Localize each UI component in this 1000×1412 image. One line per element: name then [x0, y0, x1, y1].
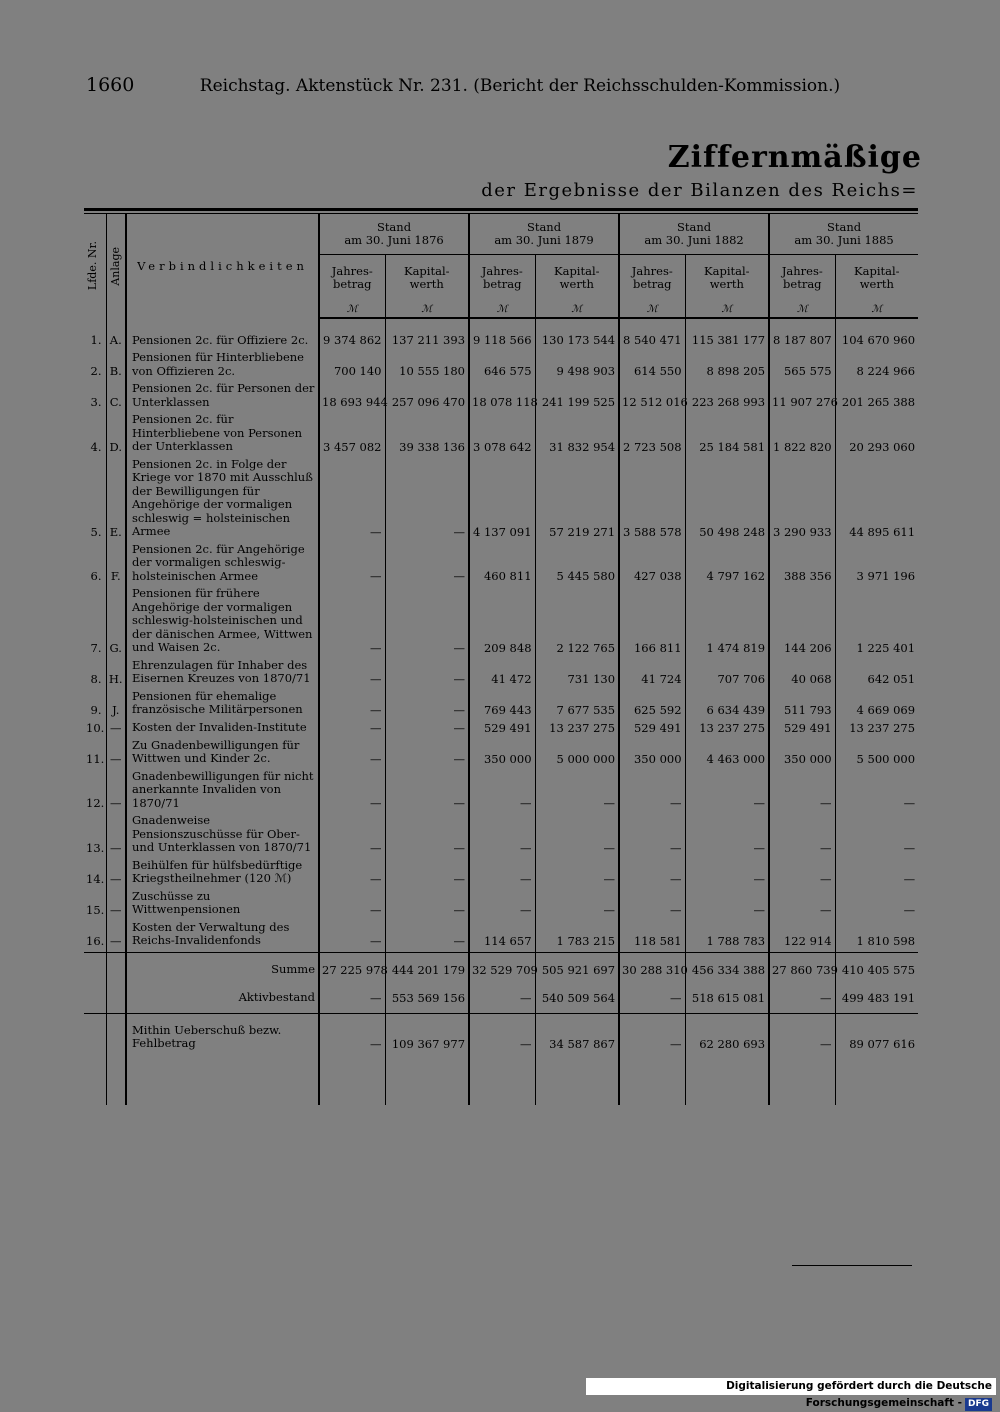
kapitalwerth-cell: —: [385, 587, 469, 659]
row-description: Pensionen für Hinterbliebene von Offizieren 2c.: [126, 351, 319, 382]
kapitalwerth-cell: 62 280 693: [685, 1013, 769, 1059]
kapitalwerth-cell: 540 509 564: [535, 983, 619, 1014]
jahresbetrag-cell: —: [469, 890, 535, 921]
aktivbestand-row-label: Aktivbestand: [126, 983, 319, 1014]
empty-cell: [106, 952, 126, 983]
header-kapitalwerth: Kapital-werth: [835, 255, 918, 302]
jahresbetrag-cell: 40 068: [769, 659, 835, 690]
row-anlage: E.: [106, 458, 126, 543]
row-number: 13.: [86, 840, 105, 855]
kapitalwerth-cell: 137 211 393: [385, 318, 469, 351]
row-number: 11.: [86, 751, 105, 766]
empty-cell: [106, 983, 126, 1014]
running-title: Reichstag. Aktenstück Nr. 231. (Bericht der Reichsschulden-Kommission.): [199, 76, 841, 96]
jahresbetrag-cell: —: [619, 1013, 685, 1059]
row-number: 16.: [86, 933, 105, 948]
header-stand-1879: Stand am 30. Juni 1879: [469, 214, 619, 255]
row-description: Pensionen 2c. in Folge der Kriege vor 1870 mit Ausschluß der Bewilligungen für Angehörige der vormaligen schleswig = holsteinischen Armee: [126, 458, 319, 543]
header-kapitalwerth: Kapital-werth: [385, 255, 469, 302]
kapitalwerth-cell: 25 184 581: [685, 413, 769, 458]
jahresbetrag-cell: —: [319, 983, 385, 1014]
jahresbetrag-cell: 32 529 709: [469, 952, 535, 983]
kapitalwerth-cell: 518 615 081: [685, 983, 769, 1014]
top-rule: [84, 208, 918, 211]
kapitalwerth-cell: —: [385, 921, 469, 953]
row-description: Ehrenzulagen für Inhaber des Eisernen Kreuzes von 1870/71: [126, 659, 319, 690]
table-row: [84, 739, 918, 770]
jahresbetrag-cell: —: [319, 690, 385, 721]
jahresbetrag-cell: —: [319, 721, 385, 739]
table-row: [84, 721, 918, 739]
jahresbetrag-cell: 12 512 016: [619, 382, 685, 413]
footer-rule: [792, 1265, 912, 1266]
kapitalwerth-cell: 13 237 275: [685, 721, 769, 739]
kapitalwerth-cell: —: [385, 458, 469, 543]
jahresbetrag-cell: 769 443: [469, 690, 535, 721]
kapitalwerth-cell: 9 498 903: [535, 351, 619, 382]
row-number: 8.: [90, 671, 102, 686]
table-row: [84, 659, 918, 690]
unit-mark: ℳ: [619, 301, 685, 318]
kapitalwerth-cell: 4 797 162: [685, 543, 769, 588]
kapitalwerth-cell: —: [385, 739, 469, 770]
row-number: 10.: [86, 720, 105, 735]
header-stand-1876: Stand am 30. Juni 1876: [319, 214, 469, 255]
kapitalwerth-cell: 5 500 000: [835, 739, 918, 770]
empty-cell: [84, 983, 106, 1014]
row-anlage: C.: [106, 382, 126, 413]
table-row: [84, 587, 918, 659]
jahresbetrag-cell: 18 693 944: [319, 382, 385, 413]
unit-mark: ℳ: [319, 301, 385, 318]
header-jahresbetrag: Jahres-betrag: [769, 255, 835, 302]
jahresbetrag-cell: 614 550: [619, 351, 685, 382]
kapitalwerth-cell: —: [685, 770, 769, 815]
unit-mark: ℳ: [685, 301, 769, 318]
jahresbetrag-cell: 529 491: [769, 721, 835, 739]
row-description: Gnadenweise Pensionszuschüsse für Ober- und Unterklassen von 1870/71: [126, 814, 319, 859]
header-anlage: Anlage: [106, 214, 126, 318]
summe-row-label: Summe: [126, 952, 319, 983]
kapitalwerth-cell: 8 224 966: [835, 351, 918, 382]
jahresbetrag-cell: 3 290 933: [769, 458, 835, 543]
jahresbetrag-cell: —: [469, 1013, 535, 1059]
jahresbetrag-cell: —: [319, 1013, 385, 1059]
row-number: 7.: [90, 640, 102, 655]
summe-row: [84, 952, 918, 983]
kapitalwerth-cell: 50 498 248: [685, 458, 769, 543]
kapitalwerth-cell: —: [385, 543, 469, 588]
kapitalwerth-cell: 104 670 960: [835, 318, 918, 351]
jahresbetrag-cell: 565 575: [769, 351, 835, 382]
liabilities-table: [84, 214, 918, 1105]
jahresbetrag-cell: 41 472: [469, 659, 535, 690]
kapitalwerth-cell: —: [835, 814, 918, 859]
header-jahresbetrag: Jahres-betrag: [469, 255, 535, 302]
jahresbetrag-cell: 3 457 082: [319, 413, 385, 458]
jahresbetrag-cell: —: [769, 814, 835, 859]
kapitalwerth-cell: —: [385, 770, 469, 815]
row-number: 1.: [90, 333, 102, 347]
unit-mark: ℳ: [535, 301, 619, 318]
kapitalwerth-cell: —: [535, 890, 619, 921]
row-description: Pensionen für frühere Angehörige der vormaligen schleswig-holsteinischen und der dänischen Armee, Wittwen und Waisen 2c.: [126, 587, 319, 659]
table-row: [84, 318, 918, 351]
kapitalwerth-cell: 731 130: [535, 659, 619, 690]
header-jahresbetrag: Jahres-betrag: [619, 255, 685, 302]
dfg-logo: DFG: [965, 1398, 992, 1411]
row-anlage: J.: [106, 690, 126, 721]
unit-mark: ℳ: [385, 301, 469, 318]
header-stand-1882: Stand am 30. Juni 1882: [619, 214, 769, 255]
jahresbetrag-cell: —: [619, 890, 685, 921]
table-row: [84, 351, 918, 382]
jahresbetrag-cell: 511 793: [769, 690, 835, 721]
row-anlage: G.: [106, 587, 126, 659]
kapitalwerth-cell: 1 788 783: [685, 921, 769, 953]
kapitalwerth-cell: 642 051: [835, 659, 918, 690]
kapitalwerth-cell: —: [685, 890, 769, 921]
kapitalwerth-cell: 223 268 993: [685, 382, 769, 413]
table-row: [84, 690, 918, 721]
jahresbetrag-cell: —: [769, 890, 835, 921]
jahresbetrag-cell: 625 592: [619, 690, 685, 721]
kapitalwerth-cell: 1 783 215: [535, 921, 619, 953]
kapitalwerth-cell: 31 832 954: [535, 413, 619, 458]
row-number: 2.: [90, 364, 102, 378]
jahresbetrag-cell: —: [469, 814, 535, 859]
kapitalwerth-cell: 410 405 575: [835, 952, 918, 983]
row-description: Pensionen 2c. für Personen der Unterklassen: [126, 382, 319, 413]
kapitalwerth-cell: 7 677 535: [535, 690, 619, 721]
kapitalwerth-cell: —: [535, 770, 619, 815]
ueberschuss-row: [84, 1013, 918, 1059]
jahresbetrag-cell: 388 356: [769, 543, 835, 588]
jahresbetrag-cell: —: [619, 770, 685, 815]
kapitalwerth-cell: 6 634 439: [685, 690, 769, 721]
kapitalwerth-cell: 241 199 525: [535, 382, 619, 413]
jahresbetrag-cell: 30 288 310: [619, 952, 685, 983]
page-subtitle: der Ergebnisse der Bilanzen des Reichs=: [481, 180, 918, 201]
row-number: 4.: [90, 439, 102, 454]
empty-cell: [84, 1013, 106, 1059]
row-description: Pensionen für ehemalige französische Militärpersonen: [126, 690, 319, 721]
jahresbetrag-cell: 1 822 820: [769, 413, 835, 458]
row-anlage: H.: [106, 659, 126, 690]
row-anlage: —: [106, 721, 126, 739]
table-row: [84, 382, 918, 413]
jahresbetrag-cell: —: [319, 921, 385, 953]
jahresbetrag-cell: 118 581: [619, 921, 685, 953]
kapitalwerth-cell: —: [385, 721, 469, 739]
jahresbetrag-cell: —: [619, 814, 685, 859]
jahresbetrag-cell: —: [769, 983, 835, 1014]
kapitalwerth-cell: —: [385, 890, 469, 921]
header-kapitalwerth: Kapital-werth: [535, 255, 619, 302]
jahresbetrag-cell: —: [319, 859, 385, 890]
row-number: 9.: [90, 702, 102, 717]
jahresbetrag-cell: 529 491: [619, 721, 685, 739]
kapitalwerth-cell: —: [385, 690, 469, 721]
jahresbetrag-cell: 9 374 862: [319, 318, 385, 351]
jahresbetrag-cell: 350 000: [619, 739, 685, 770]
jahresbetrag-cell: 4 137 091: [469, 458, 535, 543]
kapitalwerth-cell: 456 334 388: [685, 952, 769, 983]
jahresbetrag-cell: —: [469, 983, 535, 1014]
kapitalwerth-cell: —: [535, 859, 619, 890]
aktivbestand-row: [84, 983, 918, 1014]
kapitalwerth-cell: 39 338 136: [385, 413, 469, 458]
empty-cell: [84, 952, 106, 983]
jahresbetrag-cell: 460 811: [469, 543, 535, 588]
kapitalwerth-cell: —: [835, 890, 918, 921]
row-description: Zuschüsse zu Wittwenpensionen: [126, 890, 319, 921]
kapitalwerth-cell: 44 895 611: [835, 458, 918, 543]
kapitalwerth-cell: 3 971 196: [835, 543, 918, 588]
page-number: 1660: [86, 74, 135, 96]
kapitalwerth-cell: —: [835, 770, 918, 815]
jahresbetrag-cell: 350 000: [469, 739, 535, 770]
table-row: [84, 543, 918, 588]
jahresbetrag-cell: —: [319, 587, 385, 659]
jahresbetrag-cell: 9 118 566: [469, 318, 535, 351]
kapitalwerth-cell: 4 669 069: [835, 690, 918, 721]
unit-mark: ℳ: [469, 301, 535, 318]
table-row: [84, 859, 918, 890]
row-anlage: —: [106, 921, 126, 953]
ueberschuss-row-label: Mithin Ueberschuß bezw. Fehlbetrag: [126, 1013, 319, 1059]
row-anlage: —: [106, 770, 126, 815]
row-anlage: B.: [106, 351, 126, 382]
row-anlage: —: [106, 814, 126, 859]
kapitalwerth-cell: 13 237 275: [835, 721, 918, 739]
jahresbetrag-cell: 700 140: [319, 351, 385, 382]
jahresbetrag-cell: 166 811: [619, 587, 685, 659]
jahresbetrag-cell: 122 914: [769, 921, 835, 953]
jahresbetrag-cell: —: [469, 770, 535, 815]
kapitalwerth-cell: —: [535, 814, 619, 859]
row-description: Zu Gnadenbewilligungen für Wittwen und Kinder 2c.: [126, 739, 319, 770]
jahresbetrag-cell: —: [619, 859, 685, 890]
jahresbetrag-cell: 114 657: [469, 921, 535, 953]
jahresbetrag-cell: 8 540 471: [619, 318, 685, 351]
kapitalwerth-cell: 1 225 401: [835, 587, 918, 659]
jahresbetrag-cell: 144 206: [769, 587, 835, 659]
jahresbetrag-cell: 18 078 118: [469, 382, 535, 413]
empty-cell: [106, 1013, 126, 1059]
kapitalwerth-cell: 257 096 470: [385, 382, 469, 413]
kapitalwerth-cell: —: [685, 859, 769, 890]
running-header: [86, 74, 840, 96]
row-description: Gnadenbewilligungen für nicht anerkannte Invaliden von 1870/71: [126, 770, 319, 815]
table-body: [84, 318, 918, 1105]
kapitalwerth-cell: 109 367 977: [385, 1013, 469, 1059]
jahresbetrag-cell: 350 000: [769, 739, 835, 770]
row-anlage: D.: [106, 413, 126, 458]
kapitalwerth-cell: —: [385, 659, 469, 690]
row-number: 12.: [86, 796, 105, 810]
unit-mark: ℳ: [769, 301, 835, 318]
jahresbetrag-cell: 529 491: [469, 721, 535, 739]
jahresbetrag-cell: 2 723 508: [619, 413, 685, 458]
row-number: 14.: [86, 871, 105, 886]
digitization-banner: [586, 1378, 996, 1409]
kapitalwerth-cell: 1 474 819: [685, 587, 769, 659]
kapitalwerth-cell: —: [385, 859, 469, 890]
kapitalwerth-cell: 115 381 177: [685, 318, 769, 351]
jahresbetrag-cell: —: [769, 1013, 835, 1059]
row-anlage: —: [106, 859, 126, 890]
kapitalwerth-cell: 57 219 271: [535, 458, 619, 543]
row-description: Pensionen 2c. für Angehörige der vormaligen schleswig-holsteinischen Armee: [126, 543, 319, 588]
kapitalwerth-cell: 553 569 156: [385, 983, 469, 1014]
jahresbetrag-cell: 27 225 978: [319, 952, 385, 983]
kapitalwerth-cell: 201 265 388: [835, 382, 918, 413]
row-anlage: A.: [106, 318, 126, 351]
kapitalwerth-cell: 34 587 867: [535, 1013, 619, 1059]
jahresbetrag-cell: —: [319, 890, 385, 921]
row-description: Pensionen 2c. für Hinterbliebene von Personen der Unterklassen: [126, 413, 319, 458]
kapitalwerth-cell: 499 483 191: [835, 983, 918, 1014]
jahresbetrag-cell: 427 038: [619, 543, 685, 588]
jahresbetrag-cell: —: [319, 543, 385, 588]
dfg-text: Digitalisierung gefördert durch die Deutsche Forschungsgemeinschaft -: [726, 1380, 992, 1409]
kapitalwerth-cell: 5 000 000: [535, 739, 619, 770]
row-description: Kosten der Verwaltung des Reichs-Invalidenfonds: [126, 921, 319, 953]
jahresbetrag-cell: 27 860 739: [769, 952, 835, 983]
kapitalwerth-cell: 8 898 205: [685, 351, 769, 382]
row-number: 5.: [90, 524, 102, 539]
jahresbetrag-cell: —: [769, 859, 835, 890]
jahresbetrag-cell: —: [469, 859, 535, 890]
kapitalwerth-cell: 130 173 544: [535, 318, 619, 351]
kapitalwerth-cell: 1 810 598: [835, 921, 918, 953]
page-title: Ziffernmäßige: [667, 140, 922, 175]
table-row: [84, 921, 918, 953]
kapitalwerth-cell: —: [835, 859, 918, 890]
jahresbetrag-cell: 11 907 276: [769, 382, 835, 413]
table-row: [84, 770, 918, 815]
header-lfd: Lfde. Nr.: [86, 241, 99, 291]
kapitalwerth-cell: 89 077 616: [835, 1013, 918, 1059]
jahresbetrag-cell: —: [769, 770, 835, 815]
row-description: Pensionen 2c. für Offiziere 2c.: [126, 318, 319, 351]
header-stand-1885: Stand am 30. Juni 1885: [769, 214, 918, 255]
kapitalwerth-cell: 444 201 179: [385, 952, 469, 983]
row-description: Beihülfen für hülfsbedürftige Kriegstheilnehmer (120 ℳ): [126, 859, 319, 890]
jahresbetrag-cell: —: [319, 770, 385, 815]
jahresbetrag-cell: —: [319, 739, 385, 770]
table-tail: [84, 1059, 918, 1105]
header-jahresbetrag: Jahres-betrag: [319, 255, 385, 302]
table-row: [84, 890, 918, 921]
kapitalwerth-cell: 10 555 180: [385, 351, 469, 382]
jahresbetrag-cell: 41 724: [619, 659, 685, 690]
row-anlage: —: [106, 890, 126, 921]
kapitalwerth-cell: 2 122 765: [535, 587, 619, 659]
jahresbetrag-cell: 3 078 642: [469, 413, 535, 458]
kapitalwerth-cell: 707 706: [685, 659, 769, 690]
jahresbetrag-cell: 3 588 578: [619, 458, 685, 543]
table-row: [84, 814, 918, 859]
row-anlage: F.: [106, 543, 126, 588]
kapitalwerth-cell: 13 237 275: [535, 721, 619, 739]
kapitalwerth-cell: —: [385, 814, 469, 859]
row-description: Kosten der Invaliden-Institute: [126, 721, 319, 739]
kapitalwerth-cell: 4 463 000: [685, 739, 769, 770]
header-verbindlichkeiten: Verbindlichkeiten: [126, 214, 319, 318]
table-row: [84, 458, 918, 543]
kapitalwerth-cell: —: [685, 814, 769, 859]
unit-mark: ℳ: [835, 301, 918, 318]
kapitalwerth-cell: 505 921 697: [535, 952, 619, 983]
row-number: 3.: [90, 395, 102, 409]
kapitalwerth-cell: 20 293 060: [835, 413, 918, 458]
jahresbetrag-cell: 8 187 807: [769, 318, 835, 351]
row-anlage: —: [106, 739, 126, 770]
kapitalwerth-cell: 5 445 580: [535, 543, 619, 588]
table-row: [84, 413, 918, 458]
row-number: 15.: [86, 902, 105, 917]
jahresbetrag-cell: —: [319, 458, 385, 543]
jahresbetrag-cell: 209 848: [469, 587, 535, 659]
jahresbetrag-cell: —: [319, 659, 385, 690]
row-number: 6.: [90, 569, 102, 583]
jahresbetrag-cell: —: [619, 983, 685, 1014]
jahresbetrag-cell: 646 575: [469, 351, 535, 382]
header-kapitalwerth: Kapital-werth: [685, 255, 769, 302]
jahresbetrag-cell: —: [319, 814, 385, 859]
